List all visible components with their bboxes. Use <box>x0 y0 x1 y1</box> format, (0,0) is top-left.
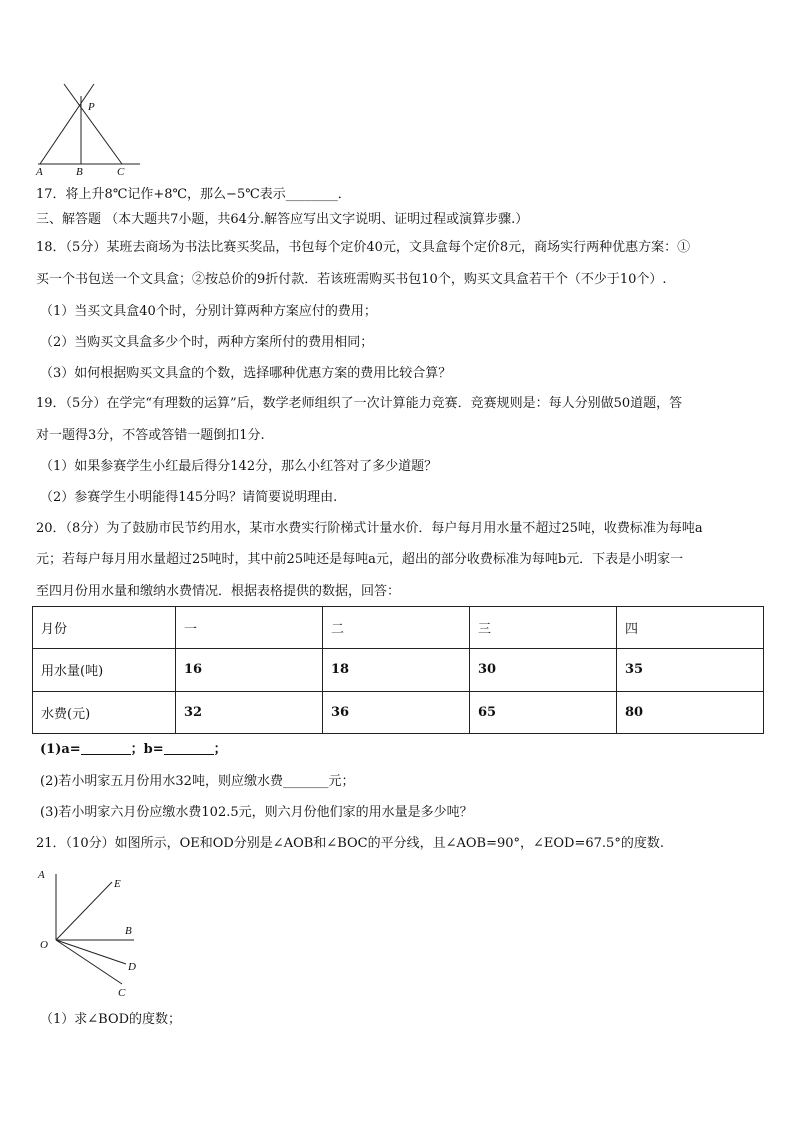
question-20-sub3: (3)若小明家六月份应缴水费102.5元，则六月份他们家的用水量是多少吨？ <box>40 805 473 820</box>
table-cell: 四 <box>617 607 764 649</box>
table-cell: 一 <box>176 607 323 649</box>
question-19-line1: 19．（5分）在学完“有理数的运算”后，数学老师组织了一次计算能力竞赛．竞赛规则是：每人分别做50道题，答 <box>36 396 683 411</box>
question-20-sub2: (2)若小明家五月份用水32吨，则应缴水费_______元； <box>40 774 355 789</box>
label-c: C <box>118 987 126 999</box>
question-20-line1: 20．（8分）为了鼓励市民节约用水，某市水费实行阶梯式计量水价．每户每月用水量不超过25吨，收费标准为每吨a <box>36 521 703 536</box>
table-cell: 三 <box>470 607 617 649</box>
sub1-end: ； <box>213 742 227 757</box>
table-cell: 35 <box>617 649 764 691</box>
question-19-sub1: （1）如果参赛学生小红最后得分142分，那么小红答对了多少道题？ <box>40 459 438 474</box>
question-20-sub1 <box>40 740 227 760</box>
question-18-line2: 买一个书包送一个文具盒；②按总价的9折付款．若该班需购买书包10个，购买文具盒若干个（不少于10个）. <box>36 272 667 287</box>
table-cell: 32 <box>176 691 323 733</box>
label-d: D <box>128 961 136 973</box>
question-18-sub3: （3）如何根据购买文具盒的个数，选择哪种优惠方案的费用比较合算？ <box>40 366 452 381</box>
label-p: P <box>88 101 95 113</box>
geometry-figure-p <box>34 78 146 178</box>
question-18-line1: 18．（5分）某班去商场为书法比赛买奖品，书包每个定价40元，文具盒每个定价8元，商场实行两种优惠方案：① <box>36 240 691 255</box>
question-21-line1: 21．（10分）如图所示，OE和OD分别是∠AOB和∠BOC的平分线，且∠AOB=90°，∠EOD=67.5°的度数. <box>36 836 664 851</box>
water-fee-table <box>32 606 764 734</box>
question-17: 17．将上升8℃记作+8℃，那么−5℃表示________． <box>36 187 351 202</box>
table-cell: 二 <box>323 607 470 649</box>
label-o: O <box>40 939 48 951</box>
answer-blank-a <box>81 740 131 755</box>
label-a: A <box>38 869 45 881</box>
question-18-sub1: （1）当买文具盒40个时，分别计算两种方案应付的费用； <box>40 304 377 319</box>
question-18-sub2: （2）当购买文具盒多少个时，两种方案所付的费用相同； <box>40 335 374 350</box>
label-b: B <box>76 166 83 178</box>
table-cell: 水费(元) <box>33 691 176 733</box>
table-row <box>33 691 764 733</box>
sub1-a-label: (1)a= <box>40 742 81 757</box>
label-e: E <box>114 878 121 890</box>
question-20-line2: 元；若每户每月用水量超过25吨时，其中前25吨还是每吨a元，超出的部分收费标准为每吨b元．下表是小明家一 <box>36 552 684 567</box>
label-a: A <box>36 166 43 178</box>
section-heading: 三、解答题 （本大题共7小题，共64分.解答应写出文字说明、证明过程或演算步骤.） <box>36 212 529 227</box>
table-cell: 月份 <box>33 607 176 649</box>
table-cell: 用水量(吨) <box>33 649 176 691</box>
label-c: C <box>117 166 125 178</box>
angle-figure-o <box>34 864 144 1000</box>
answer-blank-b <box>164 740 214 755</box>
table-cell: 80 <box>617 691 764 733</box>
table-cell: 36 <box>323 691 470 733</box>
table-header-row <box>33 607 764 649</box>
table-row <box>33 649 764 691</box>
question-19-line2: 对一题得3分，不答或答错一题倒扣1分. <box>36 428 265 443</box>
question-20-line3: 至四月份用水量和缴纳水费情况．根据表格提供的数据，回答： <box>36 584 401 599</box>
sub1-b-label: ；b= <box>130 742 164 757</box>
label-b: B <box>125 925 132 937</box>
question-19-sub2: （2）参赛学生小明能得145分吗？请简要说明理由. <box>40 490 338 505</box>
question-21-sub1: （1）求∠BOD的度数； <box>40 1012 182 1027</box>
table-cell: 65 <box>470 691 617 733</box>
table-cell: 16 <box>176 649 323 691</box>
table-cell: 30 <box>470 649 617 691</box>
table-cell: 18 <box>323 649 470 691</box>
